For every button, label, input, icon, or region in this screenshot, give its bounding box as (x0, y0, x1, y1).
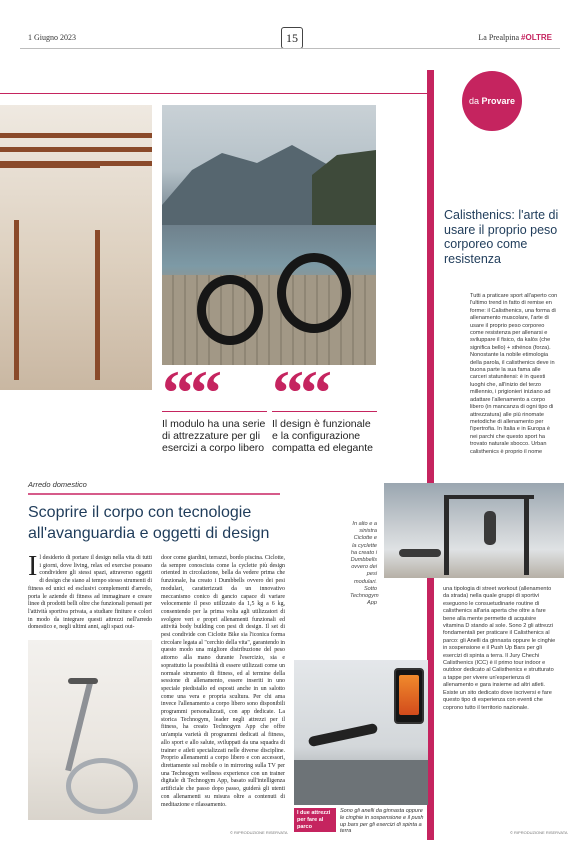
section-rule (28, 493, 280, 495)
athlete-silhouette (484, 511, 496, 545)
bar-post (524, 495, 529, 575)
athlete-silhouette (399, 549, 441, 557)
sidebar-body-top: Tutti a praticare sport all'aperto con l'ultimo trend in fatto di remise en forme: il Calisthenics, una forma di allenamento muscolare, l'arte di usare il proprio peso corporeo come resistenza per allenarsi e sviluppare il fisico, da kalòs (che significa bello) + sthénos (forza). Nonostante la nobile etimologia della parola, il calisthenics deve in buona parte la sua fama alle carceri statunitensi: è in questi luoghi che, all'inizio del terzo millennio, i prigionieri iniziano ad adattare l'allenamento a corpo libero (in mancanza di ogni tipo di attrezzatura) alle più rinomate metodiche di allenamento per l'ipertrofia. In Italia e in Europa è nei parchi che questo sport ha trovato naturale sbocco. Urban calisthenics è proprio il nome (470, 293, 558, 455)
dumbbell-ring (277, 253, 351, 333)
photo-label-caption: Sono gli anelli da ginnasta oppure le cinghie in sospensione e il push up bars per gli esercizi di spinta a terra (340, 808, 424, 835)
frame-post (14, 220, 19, 380)
athlete-plank (308, 723, 379, 747)
quote-mark: ““ (162, 357, 218, 428)
terrace-floor (294, 760, 428, 805)
photo-technogym-app (294, 660, 428, 805)
sidebar-title: Calisthenics: l'arte di usare il proprio peso corporeo come resistenza (444, 208, 559, 266)
frame-post (95, 230, 100, 380)
mountain-shape (162, 135, 376, 225)
frame-slat (0, 147, 152, 152)
article-column-2: door come giardini, terrazzi, bordo piscina. Ciclotte, da sempre conosciuta come la cyclette più design oriented in circolazione, bella da vedere prima che funzionale, ha creato i Dumbbells ovvero dei pesi modulari, caratterizzati da un innovativo meccanismo conico di gancio capace di variare velocemente il peso utilizzato da 1,5 kg a 6 kg, consentendo per la prima volta agli utilizzatori di svolgere veri e propri allenamenti funzionali ed attività body building con pesi di design. Il set di pesi condivide con Ciclotte Bike sia l'iconica forma circolare legata al "cerchio della vita", garantendo in questo modo una migliore distribuzione del peso attorno alla mano durante l'esercizio, sia e soprattutto la possibilità di essere utilizzati come un normale strumento di fitness, ed al termine della sessione di allenamento, essere inseriti in uno speciale piedistallo ed esposti anche in un salotto come una vera e propria scultura. Per chi ama invece l'allenamento a corpo libero sono disponibili programmi personalizzati, con app dedicate. La storica Technogym, leader negli attrezzi per il fitness, ha creato Technogym App che offre un'ampia varietà di programmi dedicati al fitness, allo sport e allo salute, sviluppati da una squadra di trainer e atleti specializzati nelle diverse discipline. Proprio allenamenti a corpo libero e con accessori, direttamente sul mobile o in mirroring sulla TV per una Technogym wellness experience con un trainer digitale di Technogym App, basato sull'intelligenza artificiale che passo dopo passo, guiderà gli utenti con allenamenti su misura oltre a contenuti di meditazione e rilassamento. (161, 555, 285, 808)
section-badge (462, 71, 522, 131)
quote-mark: ““ (272, 357, 328, 428)
quote-text: Il design è funzionale e la configurazione compatta ed elegante (272, 418, 373, 454)
frame-slat (0, 133, 152, 138)
quote-text: Il modulo ha una serie di attrezzature per gli esercizi a corpo libero (162, 418, 266, 454)
brand-name: La Prealpina (478, 33, 520, 42)
bike-wheel (66, 758, 138, 814)
dumbbell-ring (197, 275, 263, 345)
photo-label-box: I due attrezzi per fare al parco (294, 808, 336, 832)
brand-suffix: #OLTRE (521, 33, 552, 42)
drop-cap: I (28, 551, 38, 582)
photo-ciclotte-bike (28, 640, 152, 820)
top-accent-rule (0, 93, 434, 94)
bar-post (444, 495, 449, 575)
badge-label: Provare (481, 96, 516, 106)
photo-street-workout (384, 483, 564, 578)
copyright-note: © RIPRODUZIONE RISERVATA (230, 830, 288, 835)
frame-beam (0, 165, 100, 168)
page-number: 15 (281, 27, 303, 49)
photo-caption: In alto e a sinistra Ciclotte e la cyclette ha creato i Dumbbells ovvero dei pesi modulari. Sotto Technogym App (350, 521, 379, 607)
pull-quote-1 (162, 357, 267, 454)
smartphone (394, 668, 424, 724)
column-text: l desiderio di portare il design nella vita di tutti i giorni, dove living, relax ed exercise possano condividere gli stessi spazi, attraverso oggetti di design che siano al tempo stesso strumenti di fitness ed unici ed esclusivi complementi d'arredo, porta le aziende di fitness ad immaginare e creare linee di prodotti belli oltre che funzionali pensati per l'attività sportiva privata, a studiare finiture e colori in modo da integrare questi attrezzi nell'arredo domestico e, negli ultimi anni, agli spazi out- (28, 555, 152, 631)
badge-prefix: da (468, 96, 479, 106)
bike-seat (68, 678, 98, 684)
photo-wooden-frame (0, 105, 152, 390)
bike-frame (65, 683, 93, 772)
issue-date: 1 Giugno 2023 (28, 33, 76, 42)
pullup-bar (444, 495, 534, 499)
pull-quote-2 (272, 357, 377, 454)
sidebar-accent-bar (427, 70, 434, 840)
section-tag: Arredo domestico (28, 480, 87, 489)
masthead-brand (478, 33, 552, 42)
sidebar-body-bottom: una tipologia di street workout (allenamento da strada) nella quale gruppi di sportivi eseguono le consuetudinarie routine di calisthenics all'aria aperta che oltre a fare bene alla mente permette di acquisire vitamina D stando al sole. Sono 2 gli attrezzi fondamentali per praticare il Calisthenics al parco: gli Anelli da ginnasta oppure le cinghie in sospensione e il Push Up Bars per gli esercizi di spinta a terra. Il Jury Chechi Calisthenics (ICC) è il primo tour indoor e outdoor dedicato al Calisthenics e strutturato a tappe per vivere un'esperienza di allenamento e gara insieme ad altri atleti. Esiste un sito dedicato dove iscriversi e fare questo tipo di esperienza con eventi che coprono tutto il territorio nazionale. (443, 586, 556, 711)
phone-screen (399, 675, 419, 715)
article-headline: Scoprire il corpo con tecnologie all'avanguardia e oggetti di design (28, 504, 270, 542)
photo-lake-dumbbells (162, 105, 376, 365)
copyright-note: © RIPRODUZIONE RISERVATA (510, 830, 568, 835)
header-rule (20, 48, 560, 49)
article-column-1 (28, 551, 152, 632)
